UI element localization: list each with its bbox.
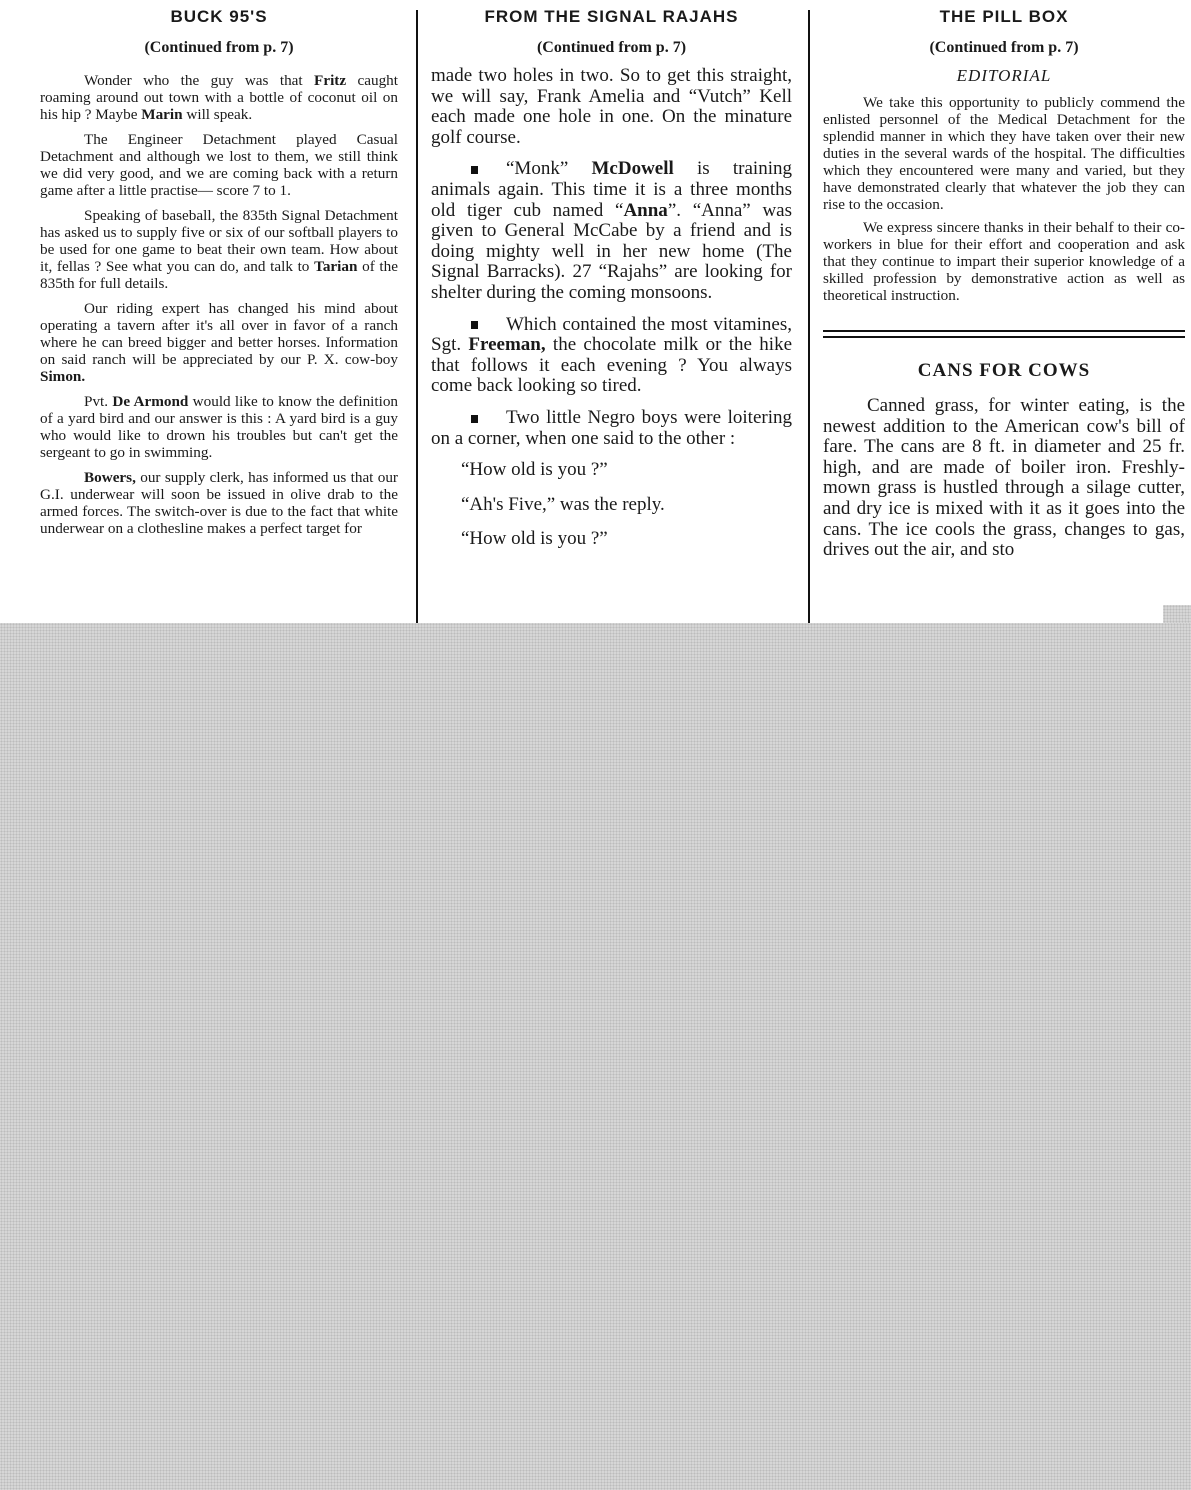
- bullet-paragraph: [431, 159, 792, 303]
- bold-name: Freeman,: [468, 334, 546, 356]
- text-run: “Monk”: [506, 158, 592, 180]
- paragraph: Canned grass, for winter eating, is the newest addition to the American cow's bill of fare. The cans are 8 ft. in diameter and 25 fr. high, and are made of boiler iron. Freshly-mown grass is hustled through a silage cutter, and dry ice is mixed with it as it goes into the cans. The ice cools the grass, changes to gas, drives out the air, and sto: [823, 395, 1185, 561]
- text-run: Two little Negro boys were loitering on a corner, when one said to the other :: [431, 406, 792, 449]
- column-divider: [416, 10, 418, 623]
- paragraph: [40, 393, 398, 461]
- paragraph: [40, 469, 398, 537]
- paragraph: [40, 300, 398, 385]
- text-run: Which contained the most vitamines, Sgt.: [431, 313, 792, 356]
- text-run: made two holes in two. So to get this straight, we will say, Frank Amelia and “Vutch” Kell each made one hole in one. On the minature golf course.: [431, 65, 792, 148]
- continued-note: (Continued from p. 7): [536, 39, 687, 56]
- bullet-square-icon: [471, 415, 478, 423]
- blank-area-notch: [1163, 605, 1191, 623]
- article-body: [40, 72, 398, 537]
- bullet-paragraph: [431, 408, 792, 449]
- newspaper-page: [0, 0, 1191, 623]
- blank-area: [0, 623, 1191, 1490]
- paragraph: We take this opportunity to publicly commend the enlisted personnel of the Medical Detachment for the splendid manner in which they have taken over their new duties in the several wards of the hospital. The difficulties which they encountered were many and varied, but they have demonstrated clearly that whatever the job they can rise to the occasion.: [823, 94, 1185, 213]
- column-title: FROM THE SIGNAL RAJAHS: [484, 7, 739, 26]
- text-run: ”. “Anna” was given to General McCabe by a friend and is doing mighty well in her new home (The Signal Barracks). 27 “Rajahs” are looking for shelter during the coming monsoons.: [431, 199, 792, 303]
- bullet-square-icon: [471, 166, 478, 174]
- text-run: our supply clerk, has informed us that our G.I. underwear will soon be issued in olive drab to the armed forces. The switch-over is due to the fact that white underwear on a clothesline makes a perfect target for: [40, 469, 398, 537]
- bold-name: Fritz: [314, 72, 347, 89]
- editorial-body: [823, 94, 1185, 304]
- bold-name: Bowers,: [84, 469, 136, 486]
- text-run: Wonder who the guy was that: [84, 72, 315, 89]
- paragraph: [40, 207, 398, 292]
- text-run: “Ah's Five,” was the reply.: [461, 493, 665, 515]
- bullet-paragraph: [431, 315, 792, 397]
- column-buck-95s: [40, 0, 398, 623]
- text-run: Our riding expert has changed his mind about operating a tavern after it's all over in favor of a ranch where he can breed bigger and better horses. Information on said ranch will be appreciated by our P. X. cow-boy: [40, 300, 398, 368]
- column-pill-box: [823, 0, 1185, 623]
- bold-name: Simon.: [40, 368, 86, 385]
- bold-name: Tarian: [314, 258, 358, 275]
- text-run: would like to know the definition of a yard bird and our answer is this : A yard bird is a guy who would like to drown his troubles but can't get the sergeant to go in swimming.: [40, 393, 398, 461]
- bold-name: McDowell: [591, 158, 674, 180]
- bold-name: Anna: [623, 199, 668, 221]
- text-run: The Engineer Detachment played Casual Detachment and although we lost to them, we still think we did very good, and we are coming back with a return game after a little practise— score 7 to 1.: [40, 131, 398, 199]
- editorial-label: EDITORIAL: [956, 66, 1052, 85]
- section-divider: [823, 330, 1185, 338]
- bullet-square-icon: [471, 321, 478, 329]
- text-run: of the 835th for full details.: [40, 258, 398, 292]
- paragraph: [431, 66, 792, 148]
- text-run: Pvt.: [84, 393, 113, 410]
- paragraph: We express sincere thanks in their behalf to their co-workers in blue for their effort and cooperation and ask that they continue to impart their superior knowledge of a skilled profession by demonstrative action as well as theoretical instruction.: [823, 219, 1185, 304]
- text-run: “How old is you ?”: [461, 528, 608, 550]
- dialogue-line: [431, 529, 792, 550]
- column-title: BUCK 95'S: [170, 7, 268, 26]
- bold-name: Marin: [141, 106, 183, 123]
- text-run: is training animals again. This time it is a three months old tiger cub named “: [431, 158, 792, 221]
- paragraph: [40, 131, 398, 199]
- text-run: will speak.: [182, 106, 253, 123]
- column-divider: [808, 10, 810, 623]
- article-body: [431, 66, 792, 550]
- dialogue-line: [431, 460, 792, 481]
- text-run: caught roaming around out town with a bottle of coconut oil on his hip ? Maybe: [40, 72, 398, 123]
- continued-note: (Continued from p. 7): [144, 39, 294, 56]
- continued-note: (Continued from p. 7): [929, 39, 1079, 56]
- bold-name: De Armond: [112, 393, 189, 410]
- text-run: Speaking of baseball, the 835th Signal Detachment has asked us to supply five or six of our softball players to be used for one game to beat their own team. How about it, fellas ? See what you can do, and talk to: [40, 207, 398, 275]
- section-title: CANS FOR COWS: [917, 360, 1091, 381]
- text-run: the chocolate milk or the hike that follows it each evening ? You always come back looking so tired.: [431, 334, 792, 397]
- paragraph: [40, 72, 398, 123]
- column-title: THE PILL BOX: [939, 7, 1069, 26]
- column-signal-rajahs: [431, 0, 792, 623]
- article-body: [823, 396, 1185, 561]
- dialogue-line: [431, 495, 792, 516]
- text-run: “How old is you ?”: [461, 459, 608, 481]
